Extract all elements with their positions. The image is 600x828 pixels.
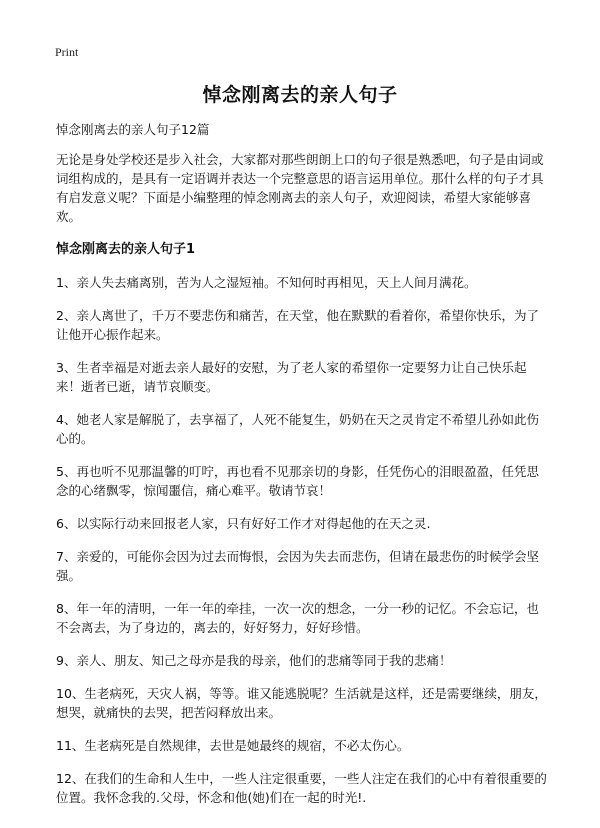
list-item: 1、亲人失去痛离别，苦为人之湿短袖。不知何时再相见，天上人间月满花。 [56, 275, 477, 290]
list-item: 5、再也听不见那温馨的叮咛，再也看不见那亲切的身影，任凭伤心的泪眼盈盈，任凭思念的心绪飘零，惊闻噩信，痛心难平。敬请节哀！ [56, 464, 539, 498]
print-link[interactable]: Print [55, 45, 79, 59]
list-item: 8、年一年的清明，一年一年的牵挂，一次一次的想念，一分一秒的记忆。不会忘记，也不会离去，为了身边的，离去的，好好努力，好好珍惜。 [56, 601, 539, 635]
section-heading: 悼念刚离去的亲人句子1 [56, 242, 196, 257]
list-item: 11、生老病死是自然规律，去世是她最终的规宿，不必太伤心。 [56, 738, 410, 753]
list-item: 4、她老人家是解脱了，去享福了，人死不能复生，奶奶在天之灵肯定不希望儿孙如此伤心的。 [56, 412, 539, 446]
document-subtitle: 悼念刚离去的亲人句子12篇 [56, 122, 210, 137]
list-item: 9、亲人、朋友、知己之母亦是我的母亲，他们的悲痛等同于我的悲痛！ [56, 653, 452, 668]
list-item: 10、生老病死，天灾人祸，等等。谁又能逃脱呢？生活就是这样，还是需要继续，朋友，想哭，就痛快的去哭，把苦闷释放出来。 [56, 686, 547, 720]
intro-paragraph: 无论是身处学校还是步入社会，大家都对那些朗朗上口的句子很是熟悉吧，句子是由词或词组构成的，是具有一定语调并表达一个完整意思的语言运用单位。那什么样的句子才具有启发意义呢？下面是小编整理的悼念刚离去的亲人句子，欢迎阅读，希望大家能够喜欢。 [56, 152, 544, 224]
page-title: 悼念刚离去的亲人句子 [202, 84, 398, 106]
list-item: 7、亲爱的，可能你会因为过去而悔恨，会因为失去而悲伤，但请在最悲伤的时候学会坚强。 [56, 549, 539, 583]
document-body [56, 150, 548, 821]
list-item: 6、以实际行动来回报老人家，只有好好工作才对得起他的在天之灵. [56, 516, 431, 531]
list-item: 2、亲人离世了，千万不要悲伤和痛苦，在天堂，他在默默的看着你，希望你快乐，为了让他开心振作起来。 [56, 308, 539, 342]
list-item: 12、在我们的生命和人生中，一些人注定很重要，一些人注定在我们的心中有着很重要的位置。我怀念我的.父母，怀念和他(她)们在一起的时光!. [56, 771, 547, 805]
list-item: 3、生者幸福是对逝去亲人最好的安慰，为了老人家的希望你一定要努力让自己快乐起来！逝者已逝，请节哀顺变。 [56, 360, 527, 394]
